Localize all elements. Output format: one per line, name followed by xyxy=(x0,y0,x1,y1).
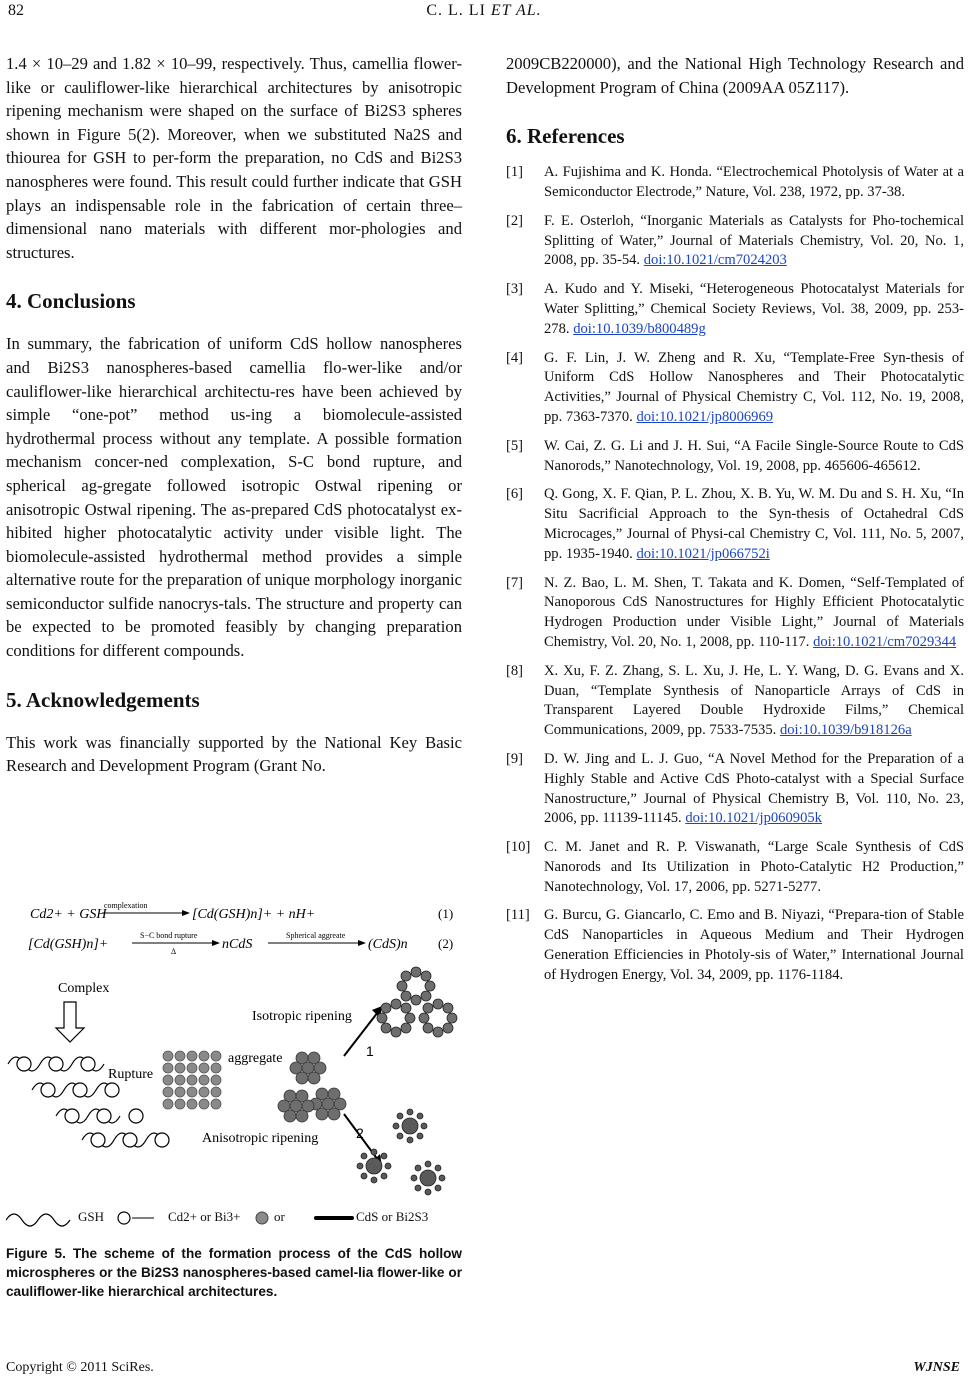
reference-number: [7] xyxy=(506,574,524,591)
reference-citation: W. Cai, Z. G. Li and J. H. Sui, “A Facile Single-Source Route to CdS Nanorods,” Nanotechnology, Vol. 19, 2008, pp. 465606-465612. xyxy=(544,437,964,474)
doi-link[interactable]: doi:10.1021/jp060905k xyxy=(685,810,822,827)
running-head-author: C. L. LI xyxy=(426,2,486,19)
paragraph-results-end: 1.4 × 10–29 and 1.82 × 10–99, respectively. Thus, camellia flower-like or cauliflower-like hierarchical architectures by anisotropic ripening mechanism were shaped on the surface of Bi2S3 spheres shown in Figure 5(2). Moreover, when we substituted Na2S and thiourea for GSH to per-form the preparation, no CdS and Bi2S3 nanospheres were found. This result could further indicate that GSH plays an indispensable role in the fabrication of certain three–dimensional nano materials with different mor-phologies and structures. xyxy=(6,54,462,262)
eq2-mid: nCdS xyxy=(222,937,253,952)
footer-journal: WJNSE xyxy=(913,1360,960,1375)
reference-text xyxy=(544,280,964,339)
reference-text xyxy=(544,485,964,564)
reference-number: [2] xyxy=(506,212,524,229)
reference-number: [11] xyxy=(506,907,530,924)
heading-references: 6. References xyxy=(506,124,625,149)
footer-copyright: Copyright © 2011 SciRes. xyxy=(6,1360,154,1375)
reference-number: [6] xyxy=(506,486,524,503)
reference-number: [5] xyxy=(506,437,524,454)
doi-link[interactable]: doi:10.1039/b800489g xyxy=(573,320,706,337)
running-head xyxy=(0,2,968,20)
legend-ion-circle-icon xyxy=(118,1212,130,1224)
reference-item xyxy=(506,437,964,477)
reference-text xyxy=(544,437,964,477)
reference-text xyxy=(544,750,964,829)
down-arrow-icon xyxy=(56,1002,84,1042)
figure-5 xyxy=(6,888,462,1224)
reference-text xyxy=(544,163,964,203)
legend-or: or xyxy=(274,1209,285,1224)
legend-gsh-wave-icon xyxy=(6,1214,70,1226)
reference-item xyxy=(506,212,964,271)
heading-acknowledgements: 5. Acknowledgements xyxy=(6,687,200,712)
page-number: 82 xyxy=(8,2,24,19)
reference-list xyxy=(506,163,964,985)
hollow-sphere-top xyxy=(397,967,435,1005)
path-1-label: 1 xyxy=(366,1043,374,1059)
heading-conclusions: 4. Conclusions xyxy=(6,289,136,314)
reference-item xyxy=(506,750,964,829)
reference-citation: Q. Gong, X. F. Qian, P. L. Zhou, X. B. Yu, W. M. Du and S. H. Xu, “In Situ Sacrificial Approach to the Syn-thesis of Octahedral CdS Microcages,” Journal of Physi-cal Chemistry C, Vol. 111, No. 5, 2007, pp. 1935-1940. xyxy=(544,486,964,562)
paragraph-conclusions: In summary, the fabrication of uniform CdS hollow nanospheres and Bi2S3 nanospheres-based camellia flo-wer-like and/or cauliflower-like hierarchical architectu-res have been achieved by simple “one-pot” method us-ing a biomolecule-assisted hydrothermal process without any template. A possible formation mechanism concer-ned complexation, S-C bond rupture, and spherical ag-gregate followed isotropic Ostwal ripening or anisotropic Ostwal ripening. The as-prepared CdS photocatalyst ex-hibited higher photocatalytic activity under visible light. The biomolecule-assisted hydrothermal method provides a simple alternative route for the preparation of unique morphology inorganic semiconductor sulfide nanocrys-tals. The structure and property can be expected to be promoted feasibly by changing preparation conditions for different compounds. xyxy=(6,334,462,661)
path-2-label: 2 xyxy=(356,1125,364,1141)
reference-citation: D. W. Jing and L. J. Guo, “A Novel Method for the Preparation of a Highly Stable and Active CdS Photo-catalyst with a Special Surface Nanostructure,” Journal of Physical Chemistry B, Vol. 110, No. 23, 2006, pp. 11139-11145. xyxy=(544,750,964,827)
legend-product: CdS or Bi2S3 xyxy=(356,1209,429,1224)
reference-citation: G. Burcu, G. Giancarlo, C. Emo and B. Niyazi, “Prepara-tion of Stable CdS Nanoparticles in Aqueous Medium and Their Hydrogen Generation Efficiencies in Photoly-sis of Water,” International Journal of Hydrogen Energy, Vol. 34, 2009, pp. 1176-1184. xyxy=(544,907,964,983)
doi-link[interactable]: doi:10.1021/jp066752i xyxy=(636,545,770,562)
reference-text xyxy=(544,349,964,428)
reference-item xyxy=(506,349,964,428)
hollow-sphere-left xyxy=(377,999,415,1037)
legend-ion: Cd2+ or Bi3+ xyxy=(168,1209,241,1224)
reference-number: [10] xyxy=(506,839,531,856)
reference-item xyxy=(506,662,964,741)
reference-number: [9] xyxy=(506,750,524,767)
eq2-arrow1-label: S−C bond rupture xyxy=(140,931,198,940)
legend-nucleus-dot-icon xyxy=(256,1212,268,1224)
page-header xyxy=(0,0,968,30)
aggregate-label: aggregate xyxy=(228,1051,283,1066)
reference-number: [4] xyxy=(506,349,524,366)
cds-nuclei-grid xyxy=(163,1051,221,1109)
eq1-arrow-label: complexation xyxy=(104,901,148,910)
rupture-label: Rupture xyxy=(108,1067,154,1082)
hollow-sphere-right xyxy=(419,999,457,1037)
paragraph-acknowledgements: This work was financially supported by the National Key Basic Research and Development Program (Grant No. xyxy=(6,732,462,776)
reference-citation: A. Kudo and Y. Miseki, “Heterogeneous Photocatalyst Materials for Water Splitting,” Chemical Society Reviews, Vol. 38, 2009, pp. 253-278. xyxy=(544,281,964,337)
eq2-arrow1-sub: Δ xyxy=(171,947,177,956)
flower-left xyxy=(357,1149,391,1183)
reference-number: [3] xyxy=(506,281,524,298)
eq2-arrow2-label: Spherical aggreate xyxy=(286,931,346,940)
reference-text xyxy=(544,906,964,985)
doi-link[interactable]: doi:10.1021/cm7024203 xyxy=(643,252,787,269)
reference-item xyxy=(506,574,964,653)
reference-text xyxy=(544,212,964,271)
reference-item xyxy=(506,163,964,203)
hollow-nanospheres xyxy=(377,967,457,1037)
doi-link[interactable]: doi:10.1021/cm7029344 xyxy=(813,633,957,650)
flower-right xyxy=(411,1161,445,1195)
running-head-et-al: ET AL. xyxy=(490,2,542,19)
reference-item xyxy=(506,280,964,339)
eq1-lhs: Cd2+ + GSH xyxy=(30,907,107,922)
flower-top xyxy=(393,1109,427,1143)
complex-label: Complex xyxy=(58,981,110,996)
isotropic-ripening-label: Isotropic ripening xyxy=(252,1009,352,1024)
doi-link[interactable]: doi:10.1039/b918126a xyxy=(779,722,912,739)
reference-text xyxy=(544,838,964,897)
reference-citation: N. Z. Bao, L. M. Shen, T. Takata and K. Domen, “Self-Templated of Nanoporous CdS Nanostructures for Highly Efficient Photocatalytic Hydrogen Production under Visible Light,” Journal of Materials Chemistry, Vol. 20, No. 1, 2008, pp. 110-117. xyxy=(544,574,964,650)
reference-item xyxy=(506,838,964,897)
flower-like-architectures xyxy=(357,1109,445,1195)
anisotropic-ripening-label: Anisotropic ripening xyxy=(202,1131,319,1146)
reference-text xyxy=(544,574,964,653)
eq1-rhs: [Cd(GSH)n]+ + nH+ xyxy=(192,907,316,922)
paragraph-acknowledgements-cont: 2009CB220000), and the National High Technology Research and Development Program of China (2009AA 05Z117). xyxy=(506,54,964,97)
doi-link[interactable]: doi:10.1021/jp8006969 xyxy=(636,408,774,425)
formation-scheme-diagram xyxy=(6,888,462,1218)
reference-citation: A. Fujishima and K. Honda. “Electrochemical Photolysis of Water at a Semiconductor Electrode,” Nature, Vol. 238, 1972, pp. 37-38. xyxy=(544,164,964,200)
right-column xyxy=(506,52,964,995)
reference-citation: F. E. Osterloh, “Inorganic Materials as Catalysts for Pho-tochemical Splitting of Water,” Journal of Materials Chemistry, Vol. 20, No. 1, 2008, pp. 35-54. xyxy=(544,212,964,269)
reference-citation: X. Xu, F. Z. Zhang, S. L. Xu, J. He, L. Y. Wang, D. G. Evans and X. Duan, “Template Synthesis of Nanoparticle Arrays of CdS in Transparent Layered Double Hydroxide Films,” Chemical Communications, 2009, pp. 7533-7535. xyxy=(544,662,964,739)
spherical-aggregates xyxy=(278,1052,346,1122)
reference-citation: C. M. Janet and R. P. Viswanath, “Large Scale Synthesis of CdS Nanorods and Its Utilization in Photo-Catalytic H2 Production,” Nanotechnology, Vol. 17, 2006, pp. 5271-5277. xyxy=(544,839,964,895)
reference-citation: G. F. Lin, J. W. Zheng and R. Xu, “Template-Free Syn-thesis of Uniform CdS Hollow Nanospheres and Their Photocatalytic Activities,” Journal of Physical Chemistry C, Vol. 112, No. 19, 2008, pp. 7363-7370. xyxy=(544,349,964,425)
reference-item xyxy=(506,485,964,564)
reference-text xyxy=(544,662,964,741)
figure-caption: Figure 5. The scheme of the formation process of the CdS hollow microspheres or the Bi2S3 nanospheres-based camel-lia flower-like or cauliflower-like hierarchical architectures. xyxy=(6,1246,462,1299)
left-column xyxy=(6,52,462,778)
eq1-number: (1) xyxy=(438,906,454,921)
reference-item xyxy=(506,906,964,985)
eq2-rhs: (CdS)n xyxy=(368,937,408,952)
figure-legend xyxy=(6,1206,462,1228)
eq2-lhs: [Cd(GSH)n]+ xyxy=(28,937,109,952)
eq2-number: (2) xyxy=(438,936,454,951)
legend-gsh: GSH xyxy=(78,1209,105,1224)
reference-number: [8] xyxy=(506,662,524,679)
reference-number: [1] xyxy=(506,164,524,181)
